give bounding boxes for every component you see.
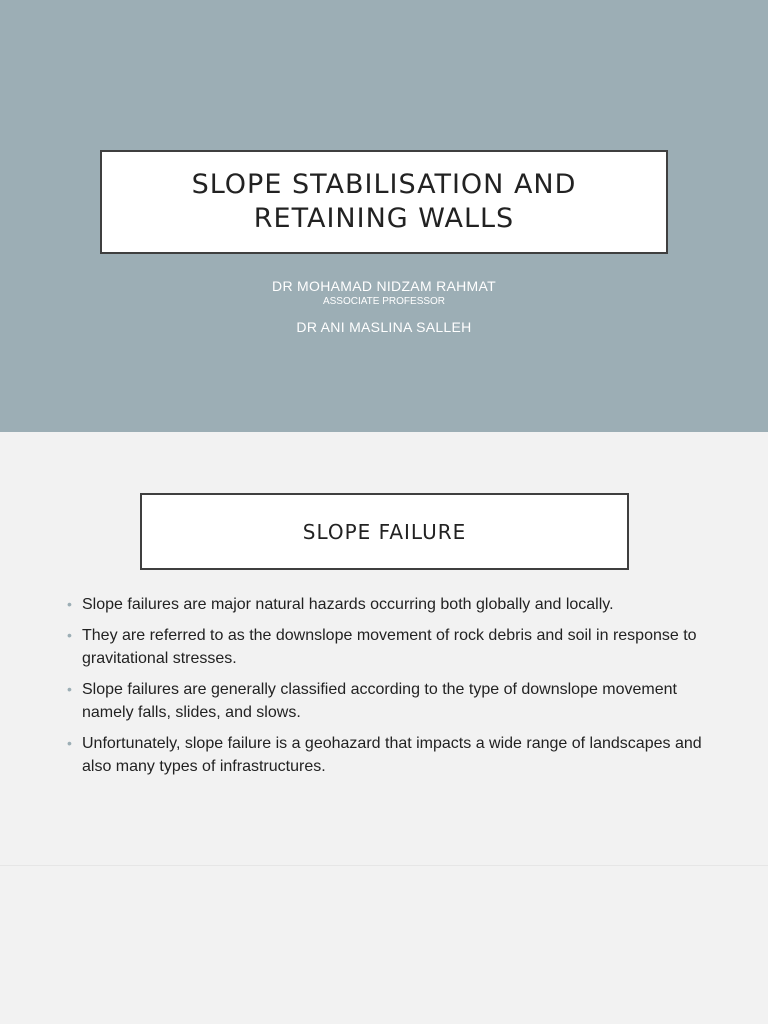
slide-title-line-1: SLOPE STABILISATION AND	[191, 169, 577, 200]
list-item	[66, 732, 726, 778]
slide-heading: SLOPE FAILURE	[302, 519, 467, 544]
bullet-text: Slope failures are major natural hazards occurring both globally and locally.	[82, 596, 614, 613]
bullet-text: They are referred to as the downslope movement of rock debris and soil in response to gravitational stresses.	[82, 627, 697, 667]
slide-title-line-2: RETAINING WALLS	[253, 203, 515, 234]
bullet-text: Slope failures are generally classified according to the type of downslope movement namely falls, slides, and slows.	[82, 681, 677, 721]
slide-divider	[0, 865, 768, 866]
heading-box	[140, 493, 629, 570]
bullet-dot-icon: •	[67, 735, 72, 751]
bullet-text: Unfortunately, slope failure is a geohazard that impacts a wide range of landscapes and also many types of infrastructures.	[82, 735, 702, 775]
author-2-name: DR ANI MASLINA SALLEH	[296, 319, 472, 335]
bullet-dot-icon: •	[67, 627, 72, 643]
title-slide	[0, 0, 768, 432]
content-slide	[0, 432, 768, 865]
list-item	[66, 624, 726, 670]
author-1-name: DR MOHAMAD NIDZAM RAHMAT	[272, 278, 496, 294]
list-item	[66, 678, 726, 724]
slide-title	[192, 168, 577, 236]
bullet-list	[66, 593, 726, 786]
author-block	[0, 278, 768, 336]
bullet-dot-icon: •	[67, 596, 72, 612]
bullet-dot-icon: •	[67, 681, 72, 697]
list-item	[66, 593, 726, 616]
author-1-role: ASSOCIATE PROFESSOR	[322, 296, 446, 307]
title-box	[100, 150, 668, 254]
